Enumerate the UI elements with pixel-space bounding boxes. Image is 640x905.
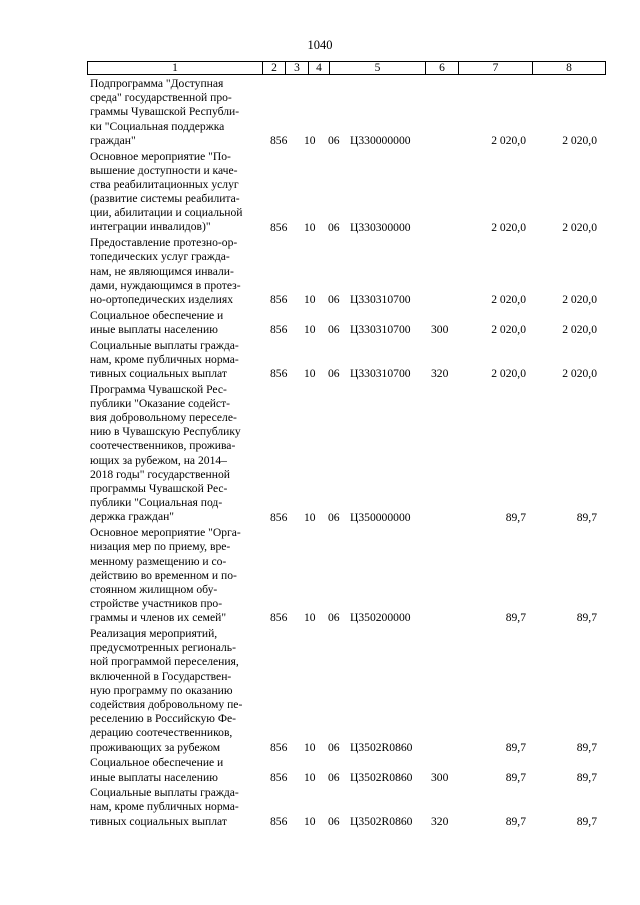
row-name-line: Основное мероприятие "По- bbox=[90, 149, 231, 163]
sum-col-7: 2 020,0 bbox=[491, 367, 526, 380]
sum-col-7: 2 020,0 bbox=[491, 322, 526, 336]
row-name bbox=[90, 309, 264, 337]
row-name bbox=[90, 786, 264, 829]
row-name-line: иные выплаты населению bbox=[90, 322, 218, 336]
sum-col-8: 89,7 bbox=[576, 814, 597, 828]
sum-col-7: 89,7 bbox=[505, 814, 526, 828]
code-pr: 06 bbox=[328, 611, 340, 625]
row-name bbox=[90, 339, 264, 382]
code-rz: 10 bbox=[304, 293, 316, 306]
sum-col-7: 89,7 bbox=[505, 510, 526, 524]
code-pr: 06 bbox=[328, 510, 340, 524]
page-number: 1040 bbox=[307, 38, 333, 52]
header-col-8: 8 bbox=[566, 62, 572, 74]
row-name-line: ции, абилитации и социальной bbox=[90, 206, 243, 220]
row-name-line: проживающих за рубежом bbox=[90, 740, 221, 754]
code-csr: Ц330310700 bbox=[350, 367, 411, 380]
sum-col-8: 2 020,0 bbox=[562, 220, 597, 234]
code-csr: Ц330300000 bbox=[350, 220, 411, 234]
code-csr: Ц3502R0860 bbox=[350, 740, 413, 754]
row-name bbox=[90, 627, 264, 755]
row-name-line: включенной в Государствен- bbox=[90, 669, 232, 683]
row-name-line: низация мер по приему, вре- bbox=[90, 540, 231, 554]
code-pr: 06 bbox=[328, 133, 340, 147]
row-name-line: публики "Оказание содейст- bbox=[90, 396, 231, 410]
row-name-line: программы Чувашской Рес- bbox=[90, 482, 228, 495]
code-vr: 300 bbox=[431, 322, 449, 336]
sum-col-8: 2 020,0 bbox=[562, 293, 597, 306]
row-name bbox=[90, 150, 264, 235]
row-name-line: 2018 годы" государственной bbox=[90, 467, 230, 481]
row-name-line: ной программой переселения, bbox=[90, 655, 239, 669]
row-name bbox=[90, 526, 264, 625]
row-name-line: среда" государственной про- bbox=[90, 91, 232, 105]
row-name-line: нам, не являющимся инвали- bbox=[90, 264, 234, 278]
row-name-line: тивных социальных выплат bbox=[90, 366, 227, 380]
row-name bbox=[90, 383, 264, 525]
code-pr: 06 bbox=[328, 322, 340, 336]
sum-col-8: 89,7 bbox=[576, 770, 597, 784]
row-name-line: дами, нуждающимся в протез- bbox=[90, 278, 241, 292]
code-pr: 06 bbox=[328, 293, 340, 306]
code-csr: Ц330000000 bbox=[350, 133, 411, 147]
row-name-line: интеграции инвалидов)" bbox=[90, 220, 211, 234]
code-rz: 10 bbox=[304, 770, 316, 784]
code-rz: 10 bbox=[304, 740, 316, 754]
code-pr: 06 bbox=[328, 770, 340, 784]
code-csr: Ц330310700 bbox=[350, 293, 411, 306]
row-name-line: нам, кроме публичных норма- bbox=[90, 352, 239, 366]
sum-col-8: 89,7 bbox=[576, 740, 597, 754]
code-gr: 856 bbox=[270, 293, 288, 306]
row-name-line: Социальные выплаты гражда- bbox=[90, 786, 239, 800]
row-name-line: Подпрограмма "Доступная bbox=[90, 77, 224, 90]
sum-col-8: 89,7 bbox=[576, 510, 597, 524]
code-gr: 856 bbox=[270, 770, 288, 784]
row-name bbox=[90, 236, 264, 307]
code-gr: 856 bbox=[270, 133, 288, 147]
row-name-line: ки "Социальная поддержка bbox=[90, 119, 225, 133]
code-gr: 856 bbox=[270, 611, 288, 625]
sum-col-7: 89,7 bbox=[505, 740, 526, 754]
row-name-line: дерацию соотечественников, bbox=[90, 726, 233, 740]
sum-col-7: 89,7 bbox=[505, 770, 526, 784]
code-csr: Ц3502R0860 bbox=[350, 814, 413, 828]
header-col-4: 4 bbox=[309, 62, 330, 74]
row-name-line: стоянном жилищном обу- bbox=[90, 582, 218, 596]
row-name-line: тивных социальных выплат bbox=[90, 814, 227, 828]
row-name-line: Реализация мероприятий, bbox=[90, 627, 218, 641]
header-col-1: 1 bbox=[88, 62, 263, 74]
row-name-line: Социальные выплаты гражда- bbox=[90, 338, 239, 352]
code-vr: 320 bbox=[431, 814, 449, 828]
code-gr: 856 bbox=[270, 814, 288, 828]
row-name-line: Основное мероприятие "Орга- bbox=[90, 526, 241, 540]
table-header bbox=[87, 61, 606, 75]
row-name-line: Программа Чувашской Рес- bbox=[90, 382, 227, 396]
row-name-line: публики "Социальная под- bbox=[90, 496, 223, 510]
row-name-line: граммы и членов их семей" bbox=[90, 611, 227, 625]
code-pr: 06 bbox=[328, 220, 340, 234]
code-gr: 856 bbox=[270, 322, 288, 336]
row-name-line: реселению в Российскую Фе- bbox=[90, 712, 237, 726]
code-rz: 10 bbox=[304, 611, 316, 625]
row-name-line: ства реабилитационных услуг bbox=[90, 177, 239, 191]
sum-col-7: 2 020,0 bbox=[491, 220, 526, 234]
sum-col-7: 89,7 bbox=[505, 611, 526, 625]
sum-col-8: 2 020,0 bbox=[562, 367, 597, 380]
code-rz: 10 bbox=[304, 133, 316, 147]
row-name-line: нам, кроме публичных норма- bbox=[90, 800, 239, 814]
row-name-line: ющих за рубежом, на 2014– bbox=[90, 453, 227, 467]
code-rz: 10 bbox=[304, 510, 316, 524]
code-rz: 10 bbox=[304, 220, 316, 234]
row-name-line: соотечественников, прожива- bbox=[90, 439, 236, 453]
code-gr: 856 bbox=[270, 510, 288, 524]
sum-col-8: 2 020,0 bbox=[562, 133, 597, 147]
row-name-line: менному размещению и со- bbox=[90, 554, 227, 568]
row-name-line: содействия добровольному пе- bbox=[90, 698, 243, 712]
row-name-line: (развитие системы реабилита- bbox=[90, 192, 240, 206]
code-gr: 856 bbox=[270, 367, 288, 380]
sum-col-7: 2 020,0 bbox=[491, 133, 526, 147]
row-name bbox=[90, 756, 264, 784]
row-name bbox=[90, 77, 264, 148]
code-pr: 06 bbox=[328, 814, 340, 828]
row-name-line: стройстве участников про- bbox=[90, 597, 223, 611]
code-csr: Ц350000000 bbox=[350, 510, 411, 524]
sum-col-8: 2 020,0 bbox=[562, 322, 597, 336]
row-name-line: вия добровольному переселе- bbox=[90, 411, 237, 425]
code-vr: 300 bbox=[431, 770, 449, 784]
row-name-line: нию в Чувашскую Республику bbox=[90, 425, 241, 439]
row-name-line: предусмотренных региональ- bbox=[90, 641, 236, 655]
sum-col-7: 2 020,0 bbox=[491, 293, 526, 306]
row-name-line: ную программу по оказанию bbox=[90, 683, 233, 697]
code-vr: 320 bbox=[431, 367, 449, 380]
row-name-line: иные выплаты населению bbox=[90, 770, 218, 784]
header-col-3: 3 bbox=[286, 62, 309, 74]
code-pr: 06 bbox=[328, 740, 340, 754]
header-col-2: 2 bbox=[263, 62, 286, 74]
row-name-line: топедических услуг гражда- bbox=[90, 250, 230, 264]
code-rz: 10 bbox=[304, 814, 316, 828]
code-rz: 10 bbox=[304, 322, 316, 336]
code-gr: 856 bbox=[270, 740, 288, 754]
header-col-5: 5 bbox=[330, 62, 426, 74]
row-name-line: граждан" bbox=[90, 133, 136, 147]
code-csr: Ц330310700 bbox=[350, 322, 411, 336]
row-name-line: держка граждан" bbox=[90, 510, 175, 524]
code-pr: 06 bbox=[328, 367, 340, 380]
code-gr: 856 bbox=[270, 220, 288, 234]
row-name-line: вышение доступности и каче- bbox=[90, 163, 238, 177]
row-name-line: Социальное обеспечение и bbox=[90, 756, 224, 770]
sum-col-8: 89,7 bbox=[576, 611, 597, 625]
row-name-line: действию во временном и по- bbox=[90, 568, 237, 582]
row-name-line: но-ортопедических изделиях bbox=[90, 292, 233, 306]
row-name-line: граммы Чувашской Республи- bbox=[90, 105, 240, 119]
code-csr: Ц350200000 bbox=[350, 611, 411, 625]
code-rz: 10 bbox=[304, 367, 316, 380]
row-name-line: Социальное обеспечение и bbox=[90, 308, 224, 322]
code-csr: Ц3502R0860 bbox=[350, 770, 413, 784]
header-col-7: 7 bbox=[459, 62, 533, 74]
row-name-line: Предоставление протезно-ор- bbox=[90, 236, 238, 250]
header-col-6: 6 bbox=[426, 62, 459, 74]
